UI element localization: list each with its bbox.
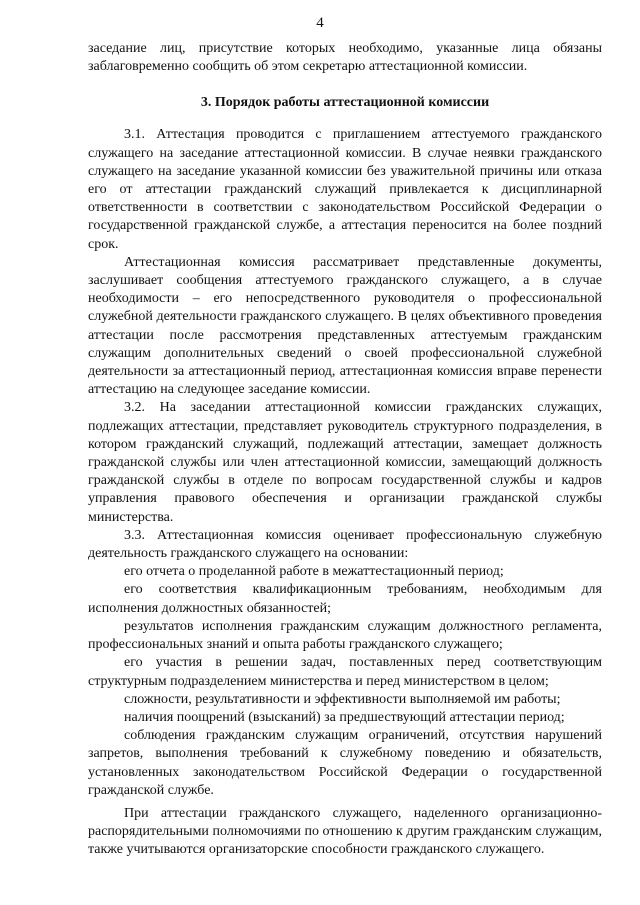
list-item-qualification: его соответствия квалификационным требованиям, необходимым для исполнения должностных обязанностей; — [88, 582, 602, 616]
list-item-regulation: результатов исполнения гражданским служащим должностного регламента, профессиональных знаний и опыта работы гражданского служащего; — [88, 618, 602, 653]
section-title: 3. Порядок работы аттестационной комиссии — [200, 95, 490, 111]
list-item-compliance: соблюдения гражданским служащим ограничений, отсутствия нарушений запретов, выполнения требований к служебному поведению и обязательств, установленных законодательством Российской Федерации о государственной гражданской службе. — [88, 728, 602, 798]
list-item-participation: его участия в решении задач, поставленных перед соответствующим структурным подразделением министерства и перед министерством в целом; — [88, 655, 602, 689]
paragraph-3-1: 3.1. Аттестация проводится с приглашением аттестуемого гражданского служащего на заседание аттестационной комиссии. В случае неявки гражданского служащего на заседание указанной комиссии без уважительной причины или отказа его от аттестации гражданский служащий привлекается к дисциплинарной ответственности в соответствии с законодательством Российской Федерации о государственной гражданской службе, а аттестация переносится на более поздний срок. — [88, 127, 602, 252]
document-body — [88, 40, 602, 860]
paragraph-commission-review: Аттестационная комиссия рассматривает представленные документы, заслушивает сообщения аттестуемого гражданского служащего, а в случае необходимости – его непосредственного руководителя о профессиональной служебной деятельности гражданского служащего. В целях объективного проведения аттестации после рассмотрения представленных аттестуемым гражданским служащим дополнительных сведений о своей профессиональной служебной деятельности за аттестационный период, аттестационная комиссия вправе перенести аттестацию на следующее заседание комиссии. — [88, 254, 602, 398]
list-item-complexity: сложности, результативности и эффективности выполняемой им работы; — [124, 691, 561, 707]
list-item-rewards: наличия поощрений (взысканий) за предшествующий аттестации период; — [124, 709, 565, 725]
paragraph-3-2: 3.2. На заседании аттестационной комиссии гражданских служащих, подлежащих аттестации, представляет руководитель структурного подразделения, в котором гражданский служащий, подлежащий аттестации, замещает должность гражданской службы или член аттестационной комиссии, замещающий должность гражданской службы в отделе по вопросам государственной службы и кадров управления правового обеспечения и организации гражданской службы министерства. — [88, 400, 602, 525]
list-item-report: его отчета о проделанной работе в межаттестационный период; — [124, 564, 504, 580]
intro-paragraph: заседание лиц, присутствие которых необходимо, указанные лица обязаны заблаговременно сообщить об этом секретарю аттестационной комиссии. — [88, 41, 602, 75]
page-number: 4 — [316, 15, 324, 31]
paragraph-managers: При аттестации гражданского служащего, наделенного организационно-распорядительными полномочиями по отношению к другим гражданским служащим, также учитываются организаторские способности гражданского служащего. — [88, 805, 602, 858]
paragraph-3-3: 3.3. Аттестационная комиссия оценивает профессиональную служебную деятельность гражданского служащего на основании: — [88, 527, 602, 562]
